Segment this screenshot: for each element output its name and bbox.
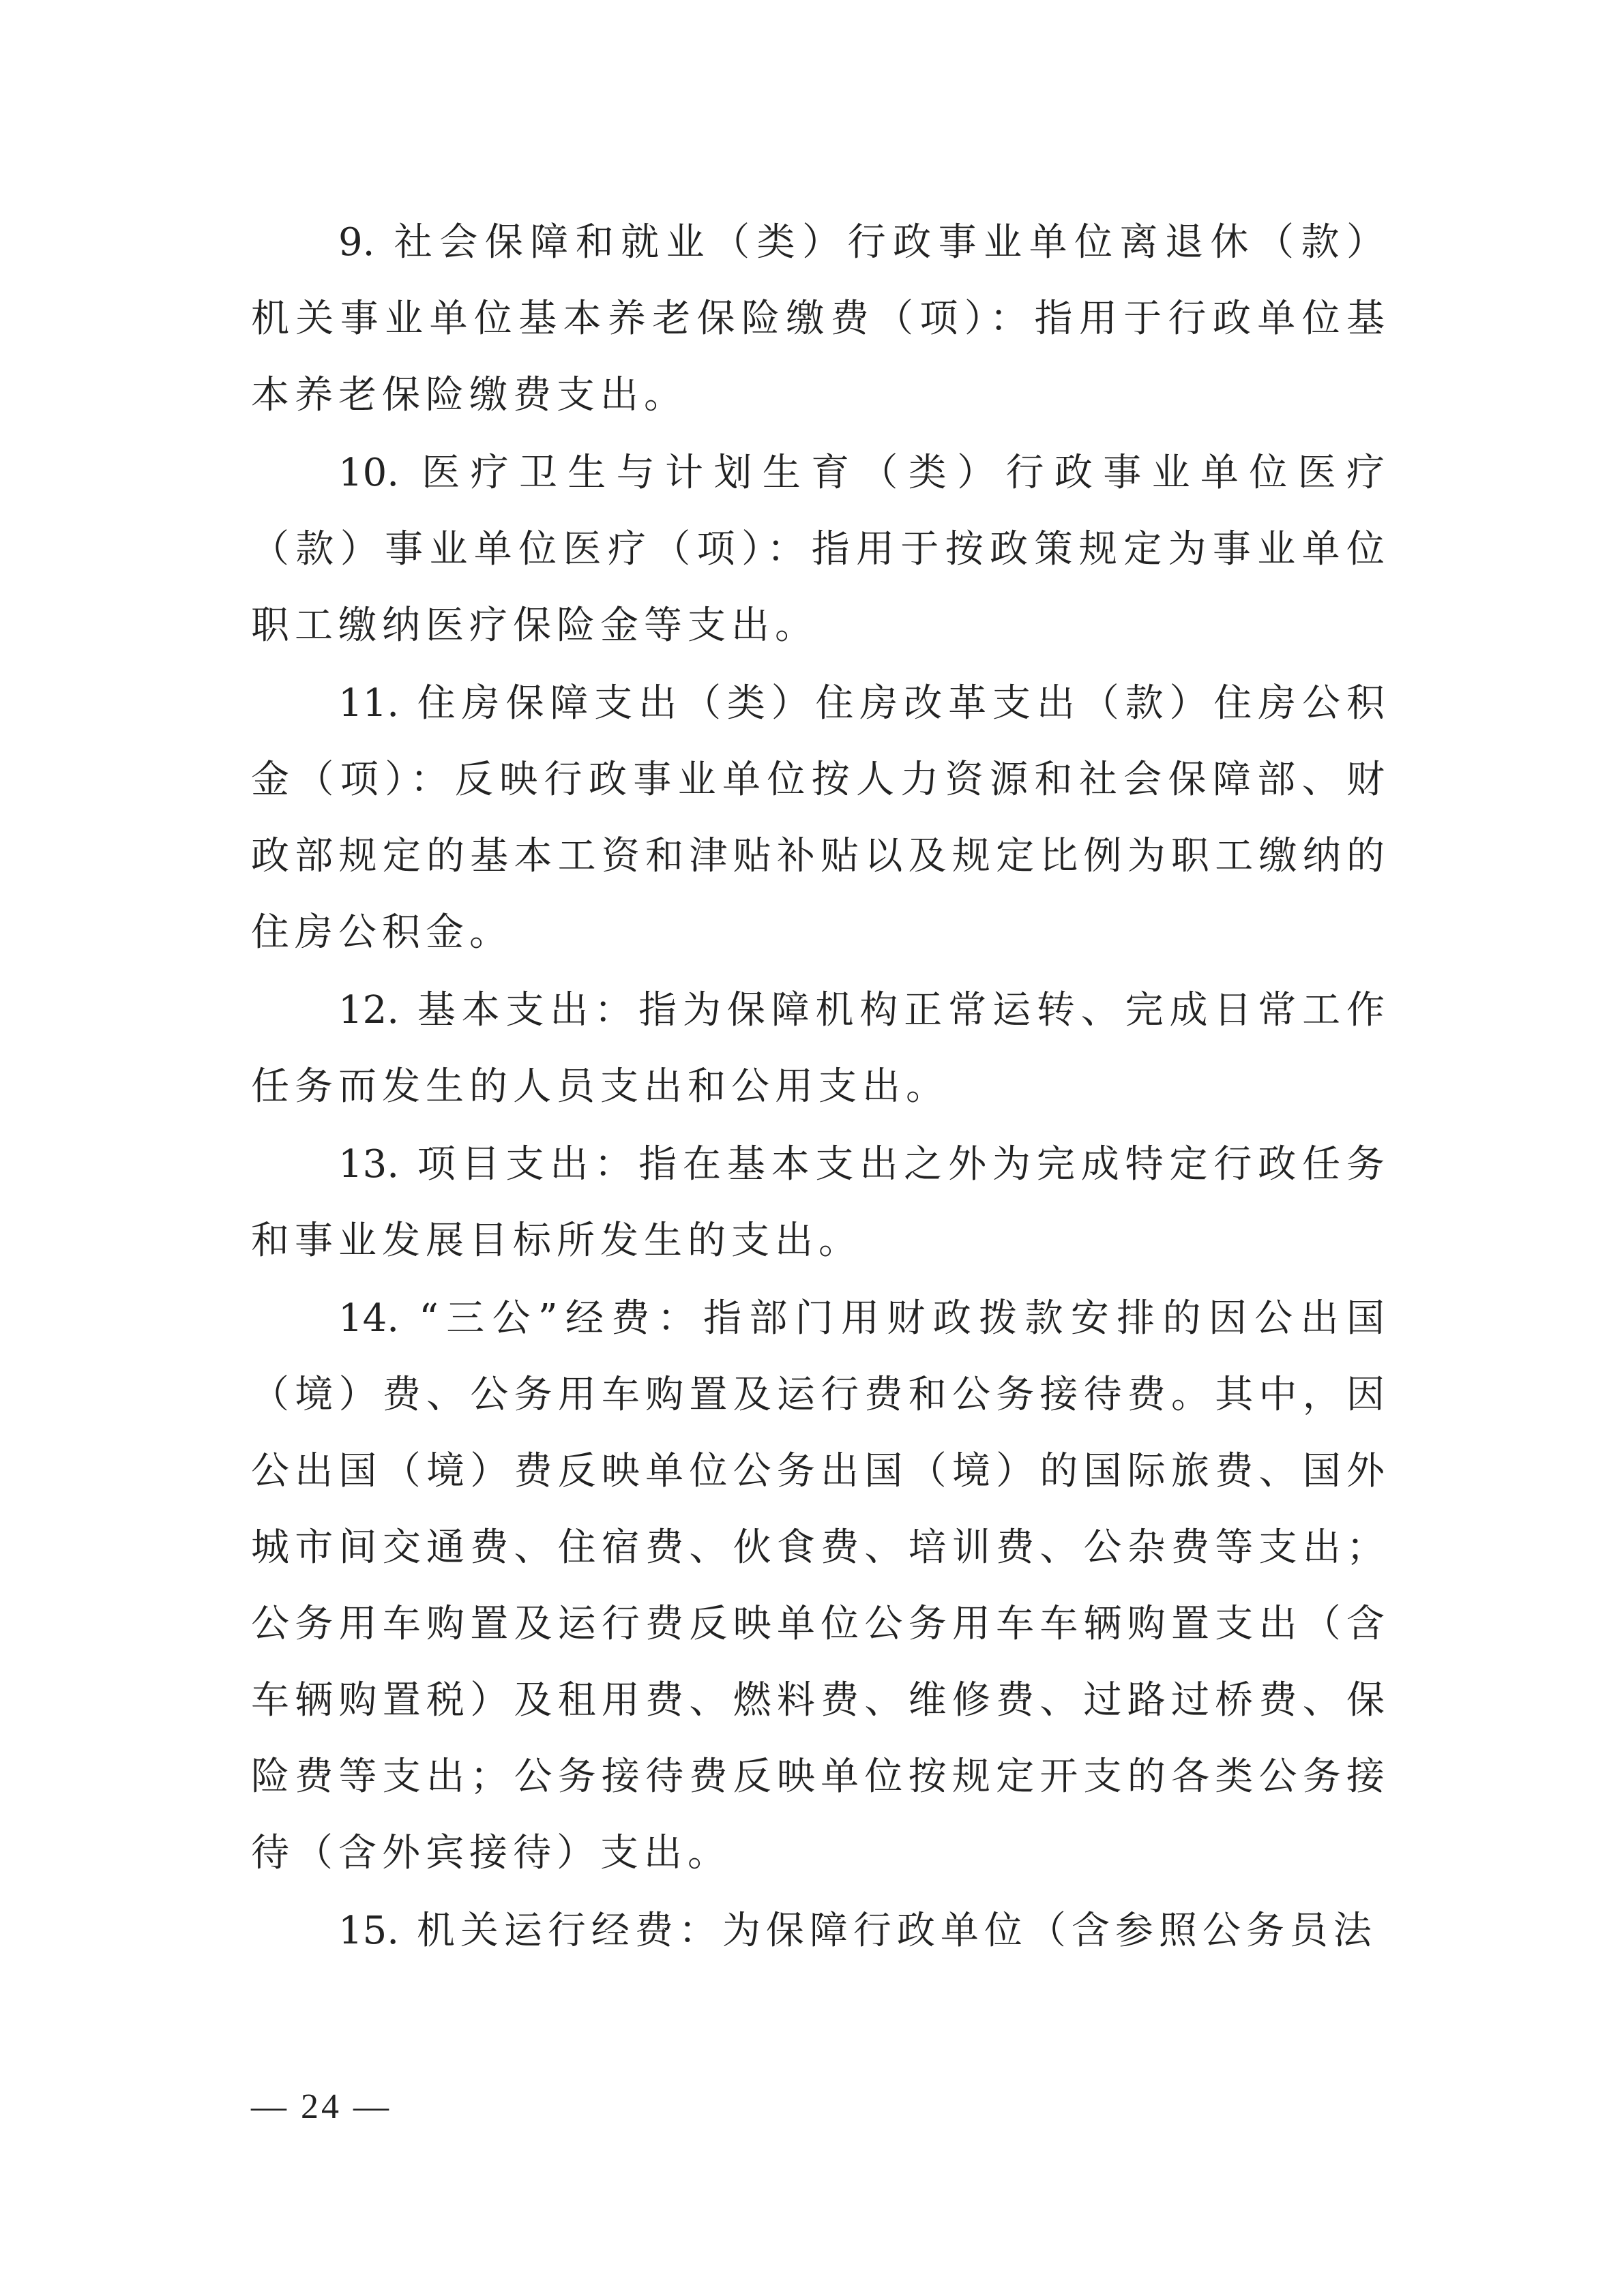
paragraph-14 — [251, 1281, 1390, 1892]
paragraph-text: “三公”经费：指部门用财政拨款安排的因公出国（境）费、公务用车购置及运行费和公务接待费。其中，因公出国（境）费反映单位公务出国（境）的国际旅费、国外城市间交通费、住宿费、伙食费、培训费、公杂费等支出；公务用车购置及运行费反映单位公务用车车辆购置支出（含车辆购置税）及租用费、燃料费、维修费、过路过桥费、保险费等支出；公务接待费反映单位按规定开支的各类公务接待（含外宾接待）支出。 — [251, 1296, 1390, 1875]
paragraph-number: 9. — [338, 220, 375, 265]
paragraph-number: 11. — [338, 681, 400, 726]
paragraph-10 — [251, 435, 1390, 664]
paragraph-number: 14. — [338, 1296, 400, 1341]
paragraph-text: 基本支出：指为保障机构正常运转、完成日常工作任务而发生的人员支出和公用支出。 — [251, 988, 1390, 1109]
paragraph-text: 住房保障支出（类）住房改革支出（款）住房公积金（项）：反映行政事业单位按人力资源和社会保障部、财政部规定的基本工资和津贴补贴以及规定比例为职工缴纳的住房公积金。 — [251, 681, 1390, 955]
paragraph-number: 10. — [338, 451, 400, 495]
page-number: — 24 — — [251, 2087, 392, 2126]
paragraph-number: 13. — [338, 1142, 400, 1187]
paragraph-11 — [251, 666, 1390, 971]
paragraph-text: 医疗卫生与计划生育（类）行政事业单位医疗（款）事业单位医疗（项）：指用于按政策规定为事业单位职工缴纳医疗保险金等支出。 — [251, 451, 1391, 648]
paragraph-9 — [251, 205, 1390, 434]
paragraph-number: 12. — [338, 988, 400, 1032]
document-body — [251, 205, 1390, 1971]
paragraph-text: 机关运行经费：为保障行政单位（含参照公务员法 — [416, 1909, 1377, 1953]
paragraph-15 — [251, 1893, 1390, 1969]
paragraph-number: 15. — [338, 1909, 400, 1953]
paragraph-text: 项目支出：指在基本支出之外为完成特定行政任务和事业发展目标所发生的支出。 — [251, 1142, 1390, 1263]
paragraph-13 — [251, 1127, 1390, 1279]
paragraph-12 — [251, 972, 1390, 1125]
paragraph-text: 社会保障和就业（类）行政事业单位离退休（款）机关事业单位基本养老保险缴费（项）：指用于行政单位基本养老保险缴费支出。 — [251, 220, 1390, 417]
